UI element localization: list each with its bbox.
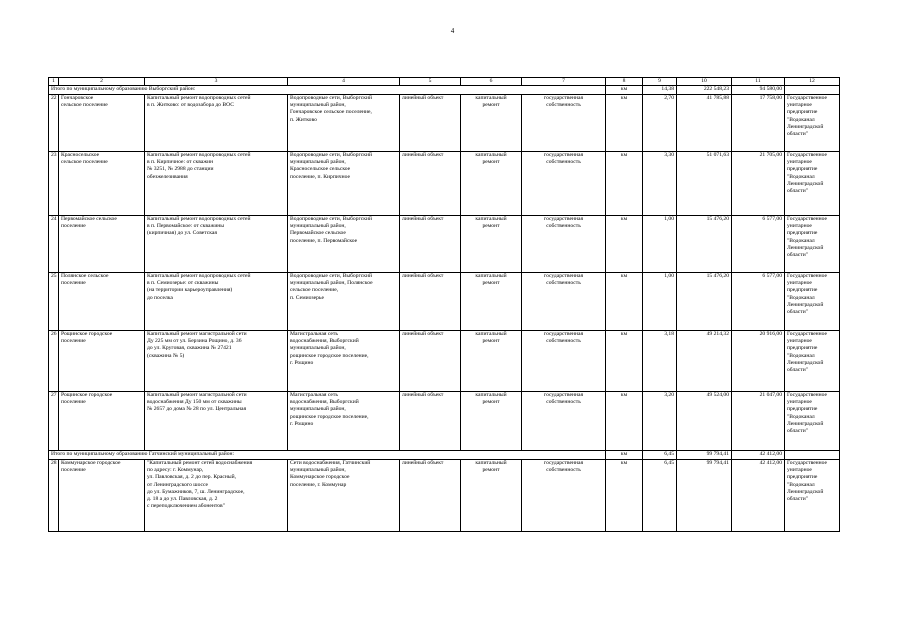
cost: 41 785,88 <box>677 95 732 152</box>
ownership: государственная собственность <box>522 273 606 331</box>
object-description: Магистральная сеть водоснабжения, Выборгский муниципальный район, рощинское городское поселение, г. Рощино <box>288 392 400 451</box>
row-number: 26 <box>49 331 59 392</box>
object-description: Водопроводные сети, Выборгский муниципальный район, Красносельское сельское поселение, п. Кирпичное <box>288 152 400 216</box>
total-unit: км <box>606 86 643 95</box>
col11-value: 42 412,00 <box>732 460 785 532</box>
work-kind: капитальный ремонт <box>461 392 522 451</box>
length: 3,18 <box>643 331 677 392</box>
unit: км <box>606 460 643 532</box>
work-kind: капитальный ремонт <box>461 216 522 273</box>
row-number: 28 <box>49 460 59 532</box>
work-description: Капитальный ремонт водопроводных сетей в п. Кирпичное: от скважин № 3251, № 2988 до станции обезжелезивания <box>145 152 288 216</box>
col-header: 9 <box>643 78 677 86</box>
total-cost: 99 794,41 <box>677 451 732 460</box>
object-description: Водопроводные сети, Выборгский муниципальный район, Первомайское сельское поселение, п. Первомайское <box>288 216 400 273</box>
table-row <box>49 95 840 152</box>
col11-value: 17 758,00 <box>732 95 785 152</box>
unit: км <box>606 216 643 273</box>
cost: 15 476,20 <box>677 273 732 331</box>
column-number-row <box>49 78 840 86</box>
col-header: 11 <box>732 78 785 86</box>
table-row <box>49 273 840 331</box>
object-type: линейный объект <box>400 331 461 392</box>
object-description: Водопроводные сети, Выборгский муниципальный район, Полянское сельское поселение, п. Семиозерье <box>288 273 400 331</box>
col11-value: 21 705,00 <box>732 152 785 216</box>
work-description: Капитальный ремонт водопроводных сетей в п. Житково: от водозабора до ВОС <box>145 95 288 152</box>
work-description: Капитальный ремонт магистральной сети Ду 225 мм от ул. Берзина Рощино, д. 36 до ул. Круговая, скважина № 27421 (скважина № 5) <box>145 331 288 392</box>
page-number: 4 <box>450 27 455 35</box>
investment-program-table <box>48 77 840 532</box>
object-type: линейный объект <box>400 95 461 152</box>
length: 1,00 <box>643 273 677 331</box>
work-description: Капитальный ремонт водопроводных сетей в п. Первомайское: от скважины (кирпичная) до ул. Советская <box>145 216 288 273</box>
total-length: 6,45 <box>643 451 677 460</box>
organization: Государственное унитарное предприятие "Водоканал Ленинградской области" <box>785 95 840 152</box>
col11-value: 6 577,00 <box>732 216 785 273</box>
unit: км <box>606 152 643 216</box>
organization: Государственное унитарное предприятие "Водоканал Ленинградской области" <box>785 216 840 273</box>
settlement: Первомайское сельское поселение <box>59 216 145 273</box>
settlement: Рощинское городское поселение <box>59 392 145 451</box>
col-header: 5 <box>400 78 461 86</box>
table-row <box>49 392 840 451</box>
object-type: линейный объект <box>400 392 461 451</box>
cost: 15 476,20 <box>677 216 732 273</box>
ownership: государственная собственность <box>522 152 606 216</box>
work-kind: капитальный ремонт <box>461 460 522 532</box>
ownership: государственная собственность <box>522 216 606 273</box>
work-description: "Капитальный ремонт сетей водоснабжения по адресу: г. Коммунар, ул. Павловская, д. 2 до пер. Красный, от Ленинградского шоссе до ул. Бумажников, 7, ш. Ленинградское, д. 18 а до ул. Павловская, д. 2 с переподключением абонентов" <box>145 460 288 532</box>
organization: Государственное унитарное предприятие "Водоканал Ленинградской области" <box>785 331 840 392</box>
row-number: 22 <box>49 95 59 152</box>
length: 3,30 <box>643 152 677 216</box>
total-unit: км <box>606 451 643 460</box>
length: 1,00 <box>643 216 677 273</box>
organization: Государственное унитарное предприятие "Водоканал Ленинградской области" <box>785 273 840 331</box>
col-header: 1 <box>49 78 59 86</box>
ownership: государственная собственность <box>522 95 606 152</box>
settlement: Коммунарское городское поселение <box>59 460 145 532</box>
row-number: 23 <box>49 152 59 216</box>
col-header: 7 <box>522 78 606 86</box>
object-type: линейный объект <box>400 460 461 532</box>
work-kind: капитальный ремонт <box>461 273 522 331</box>
total-label: Итого по муниципальному образованию Гатчинский муниципальный район: <box>49 451 606 460</box>
object-type: линейный объект <box>400 273 461 331</box>
work-description: Капитальный ремонт водопроводных сетей в п. Семиозерье: от скважины (на территории карьероуправления) до поселка <box>145 273 288 331</box>
organization: Государственное унитарное предприятие "Водоканал Ленинградской области" <box>785 392 840 451</box>
total-empty <box>785 451 840 460</box>
organization: Государственное унитарное предприятие "Водоканал Ленинградской области" <box>785 460 840 532</box>
col11-value: 20 916,00 <box>732 331 785 392</box>
col11-value: 6 577,00 <box>732 273 785 331</box>
unit: км <box>606 95 643 152</box>
object-description: Магистральная сеть водоснабжения, Выборгский муниципальный район, рощинское городское поселение, г. Рощино <box>288 331 400 392</box>
table-row <box>49 216 840 273</box>
cost: 49 214,32 <box>677 331 732 392</box>
total-row-vyborg <box>49 86 840 95</box>
work-kind: капитальный ремонт <box>461 95 522 152</box>
cost: 49 524,00 <box>677 392 732 451</box>
ownership: государственная собственность <box>522 392 606 451</box>
length: 2,70 <box>643 95 677 152</box>
total-label: Итого по муниципальному образованию Выборгский район: <box>49 86 606 95</box>
col-header: 2 <box>59 78 145 86</box>
settlement: Гончаровское сельское поселение <box>59 95 145 152</box>
table-row <box>49 331 840 392</box>
object-description: Сети водоснабжения, Гатчинский муниципальный район, Коммунарское городское поселение, г. Коммунар <box>288 460 400 532</box>
work-kind: капитальный ремонт <box>461 331 522 392</box>
col-header: 8 <box>606 78 643 86</box>
object-description: Водопроводные сети, Выборгский муниципальный район, Гончаровское сельское поселение, п. Житково <box>288 95 400 152</box>
ownership: государственная собственность <box>522 331 606 392</box>
settlement: Красносельское сельское поселение <box>59 152 145 216</box>
total-empty <box>785 86 840 95</box>
object-type: линейный объект <box>400 152 461 216</box>
cost: 51 071,63 <box>677 152 732 216</box>
col-header: 12 <box>785 78 840 86</box>
settlement: Полянское сельское поселение <box>59 273 145 331</box>
organization: Государственное унитарное предприятие "Водоканал Ленинградской области" <box>785 152 840 216</box>
total-row-gatchina <box>49 451 840 460</box>
col-header: 3 <box>145 78 288 86</box>
cost: 99 794,41 <box>677 460 732 532</box>
row-number: 25 <box>49 273 59 331</box>
settlement: Рощинское городское поселение <box>59 331 145 392</box>
unit: км <box>606 273 643 331</box>
col-header: 6 <box>461 78 522 86</box>
unit: км <box>606 392 643 451</box>
length: 6,45 <box>643 460 677 532</box>
work-kind: капитальный ремонт <box>461 152 522 216</box>
object-type: линейный объект <box>400 216 461 273</box>
col11-value: 21 047,00 <box>732 392 785 451</box>
total-col11: 42 412,00 <box>732 451 785 460</box>
table-row <box>49 152 840 216</box>
ownership: государственная собственность <box>522 460 606 532</box>
unit: км <box>606 331 643 392</box>
row-number: 27 <box>49 392 59 451</box>
length: 3,20 <box>643 392 677 451</box>
total-col11: 94 580,00 <box>732 86 785 95</box>
total-length: 14,38 <box>643 86 677 95</box>
col-header: 4 <box>288 78 400 86</box>
col-header: 10 <box>677 78 732 86</box>
row-number: 24 <box>49 216 59 273</box>
work-description: Капитальный ремонт магистральной сети водоснабжения Ду 150 мм от скважины № 2657 до дома № 28 по ул. Центральная <box>145 392 288 451</box>
total-cost: 222 548,23 <box>677 86 732 95</box>
table-row <box>49 460 840 532</box>
